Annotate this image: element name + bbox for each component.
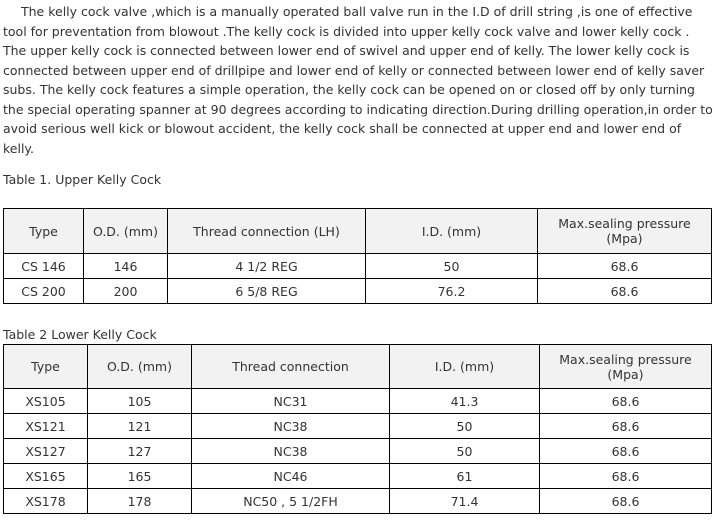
table2-body [4,389,712,514]
table-cell: XS105 [4,389,88,414]
table1-body [4,254,712,304]
table-cell: 68.6 [540,464,712,489]
table-header-row [4,345,712,389]
table-cell: 68.6 [538,254,712,279]
table-cell: 200 [84,279,168,304]
table-cell: 6 5/8 REG [168,279,366,304]
table-row [4,439,712,464]
table-cell: 68.6 [540,389,712,414]
table-cell: XS127 [4,439,88,464]
table-cell: CS 200 [4,279,84,304]
table-cell: NC50 , 5 1/2FH [192,489,390,514]
table-header-row [4,209,712,254]
header-thread: Thread connection (LH) [168,209,366,254]
table-cell: 68.6 [538,279,712,304]
header-type: Type [4,209,84,254]
lower-kelly-cock-table [3,344,712,514]
table-cell: 127 [88,439,192,464]
table-cell: CS 146 [4,254,84,279]
table-cell: 50 [390,439,540,464]
table-cell: 178 [88,489,192,514]
upper-kelly-cock-table [3,208,712,304]
table-row [4,254,712,279]
table-cell: 68.6 [540,489,712,514]
header-pressure [540,345,712,389]
header-pressure-unit: (Mpa) [606,231,643,246]
table-cell: XS165 [4,464,88,489]
header-id: I.D. (mm) [366,209,538,254]
header-pressure-line1: Max.sealing pressure [558,216,691,231]
table-row [4,279,712,304]
header-pressure [538,209,712,254]
table-row [4,489,712,514]
table-cell: 165 [88,464,192,489]
table1-caption: Table 1. Upper Kelly Cock [3,172,162,187]
table-cell: NC46 [192,464,390,489]
header-od: O.D. (mm) [88,345,192,389]
header-od: O.D. (mm) [84,209,168,254]
table-cell: 105 [88,389,192,414]
table-cell: 71.4 [390,489,540,514]
table-cell: NC38 [192,439,390,464]
table-cell: XS121 [4,414,88,439]
table-cell: 50 [366,254,538,279]
header-pressure-unit: (Mpa) [607,366,644,382]
table-cell: 146 [84,254,168,279]
intro-paragraph [3,2,713,158]
table-row [4,414,712,439]
table2-caption: Table 2 Lower Kelly Cock [3,327,157,342]
table-cell: 68.6 [540,439,712,464]
table-cell: 121 [88,414,192,439]
header-thread: Thread connection [192,345,390,389]
table-cell: 76.2 [366,279,538,304]
header-pressure-line1: Max.sealing pressure [559,351,692,367]
table-cell: 4 1/2 REG [168,254,366,279]
table-cell: NC38 [192,414,390,439]
table-cell: XS178 [4,489,88,514]
table-row [4,389,712,414]
intro-text: The kelly cock valve ,which is a manually operated ball valve run in the I.D of drill string ,is one of effective tool for preventation from blowout .The kelly cock is divided into upper kelly cock valve and lower kelly cock . The upper kelly cock is connected between lower end of swivel and upper end of kelly. The lower kelly cock is connected between upper end of drillpipe and lower end of kelly or connected between lower end of kelly saver subs. The kelly cock features a simple operation, the kelly cock can be opened on or closed off by only turning the special operating spanner at 90 degrees according to indicating direction.During drilling operation,in order to avoid serious well kick or blowout accident, the kelly cock shall be connected at upper end and lower end of kelly. [3,4,713,156]
header-id: I.D. (mm) [390,345,540,389]
header-type: Type [4,345,88,389]
table-cell: 61 [390,464,540,489]
table-row [4,464,712,489]
table-cell: 68.6 [540,414,712,439]
table-cell: 50 [390,414,540,439]
table-cell: 41.3 [390,389,540,414]
table-cell: NC31 [192,389,390,414]
